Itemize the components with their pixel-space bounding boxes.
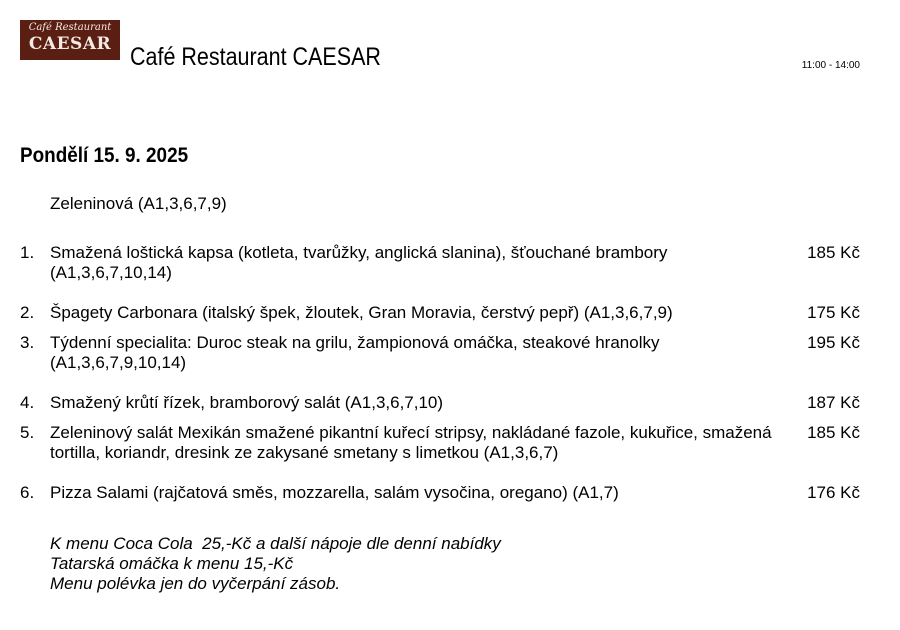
menu-date-heading: Pondělí 15. 9. 2025 [20, 144, 189, 167]
menu-item-price: 185 Kč [807, 243, 860, 262]
menu-item-number: 3. [20, 333, 35, 352]
menu-item-number: 5. [20, 423, 35, 442]
menu-item-number: 4. [20, 393, 35, 412]
menu-item-description: Špagety Carbonara (italský špek, žloutek, Gran Moravia, čerstvý pepř) (A1,3,6,7,9) [50, 303, 673, 322]
menu-item-description: Zeleninový salát Mexikán smažené pikantní kuřecí stripsy, nakládané fazole, kukuřice, smažená tortilla, koriandr, dresink ze zakysané smetany s limetkou (A1,3,6,7) [50, 423, 772, 462]
menu-item-description: Týdenní specialita: Duroc steak na grilu, žampionová omáčka, steakové hranolky (A1,3,6,7,9,10,14) [50, 333, 660, 372]
menu-item-description: Smažená loštická kapsa (kotleta, tvarůžky, anglická slanina), šťouchané brambory (A1,3,6,7,10,14) [50, 243, 668, 282]
menu-item-number: 2. [20, 303, 35, 322]
menu-item-price: 175 Kč [807, 303, 860, 322]
note-sauce: Tatarská omáčka k menu 15,-Kč [50, 554, 294, 573]
menu-item-price: 176 Kč [807, 483, 860, 502]
menu-item-price: 195 Kč [807, 333, 860, 352]
logo-wordmark: CAESAR [28, 34, 112, 54]
menu-item-description: Pizza Salami (rajčatová směs, mozzarella, salám vysočina, oregano) (A1,7) [50, 483, 619, 502]
menu-item-number: 1. [20, 243, 35, 262]
opening-hours: 11:00 - 14:00 [801, 60, 860, 71]
menu-item-price: 185 Kč [807, 423, 860, 442]
note-drinks: K menu Coca Cola 25,-Kč a další nápoje dle denní nabídky [50, 534, 501, 553]
menu-item-description: Smažený krůtí řízek, bramborový salát (A1,3,6,7,10) [50, 393, 444, 412]
menu-item-number: 6. [20, 483, 35, 502]
restaurant-logo [20, 20, 120, 60]
logo-tagline: Café Restaurant [28, 22, 112, 33]
soup-of-the-day: Zeleninová (A1,3,6,7,9) [50, 194, 227, 213]
menu-notes [50, 534, 501, 594]
note-soup-availability: Menu polévka jen do vyčerpání zásob. [50, 574, 341, 593]
page-title: Café Restaurant CAESAR [130, 43, 381, 71]
menu-item-price: 187 Kč [807, 393, 860, 412]
